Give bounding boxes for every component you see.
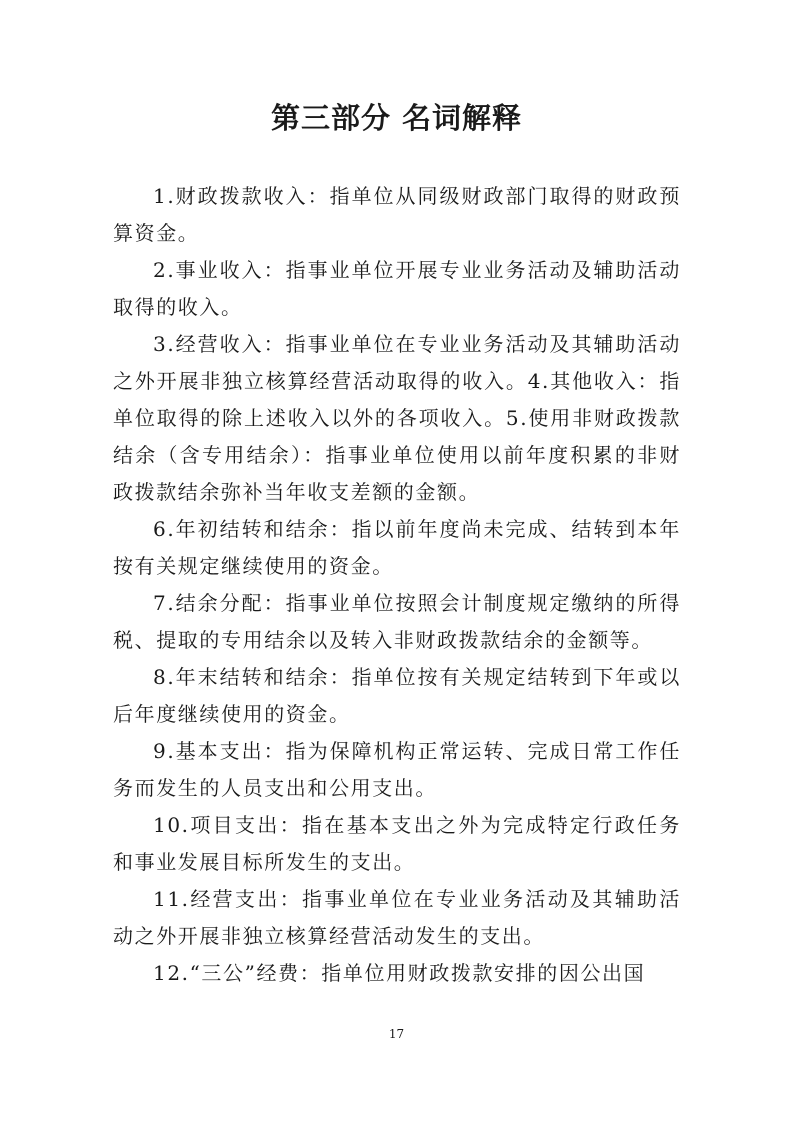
paragraph: 11.经营支出：指事业单位在专业业务活动及其辅助活动之外开展非独立核算经营活动发生的支出。 (113, 887, 681, 948)
paragraph: 2.事业收入：指事业单位开展专业业务活动及辅助活动取得的收入。 (113, 258, 681, 319)
paragraph: 8.年末结转和结余：指单位按有关规定结转到下年或以后年度继续使用的资金。 (113, 665, 681, 726)
document-body (113, 178, 681, 992)
page-title: 第三部分 名词解释 (270, 101, 523, 135)
paragraph: 3.经营收入：指事业单位在专业业务活动及其辅助活动之外开展非独立核算经营活动取得的收入。4.其他收入：指单位取得的除上述收入以外的各项收入。5.使用非财政拨款结余（含专用结余）：指事业单位使用以前年度积累的非财政拨款结余弥补当年收支差额的金额。 (113, 332, 681, 504)
paragraph: 7.结余分配：指事业单位按照会计制度规定缴纳的所得税、提取的专用结余以及转入非财政拨款结余的金额等。 (113, 591, 681, 652)
page-number: 17 (388, 1027, 405, 1041)
paragraph: 1.财政拨款收入：指单位从同级财政部门取得的财政预算资金。 (113, 184, 681, 245)
paragraph: 9.基本支出：指为保障机构正常运转、完成日常工作任务而发生的人员支出和公用支出。 (113, 739, 681, 800)
paragraph: 10.项目支出：指在基本支出之外为完成特定行政任务和事业发展目标所发生的支出。 (113, 813, 681, 874)
paragraph: 12.“三公”经费：指单位用财政拨款安排的因公出国 (153, 961, 646, 985)
paragraph: 6.年初结转和结余：指以前年度尚未完成、结转到本年按有关规定继续使用的资金。 (113, 517, 681, 578)
